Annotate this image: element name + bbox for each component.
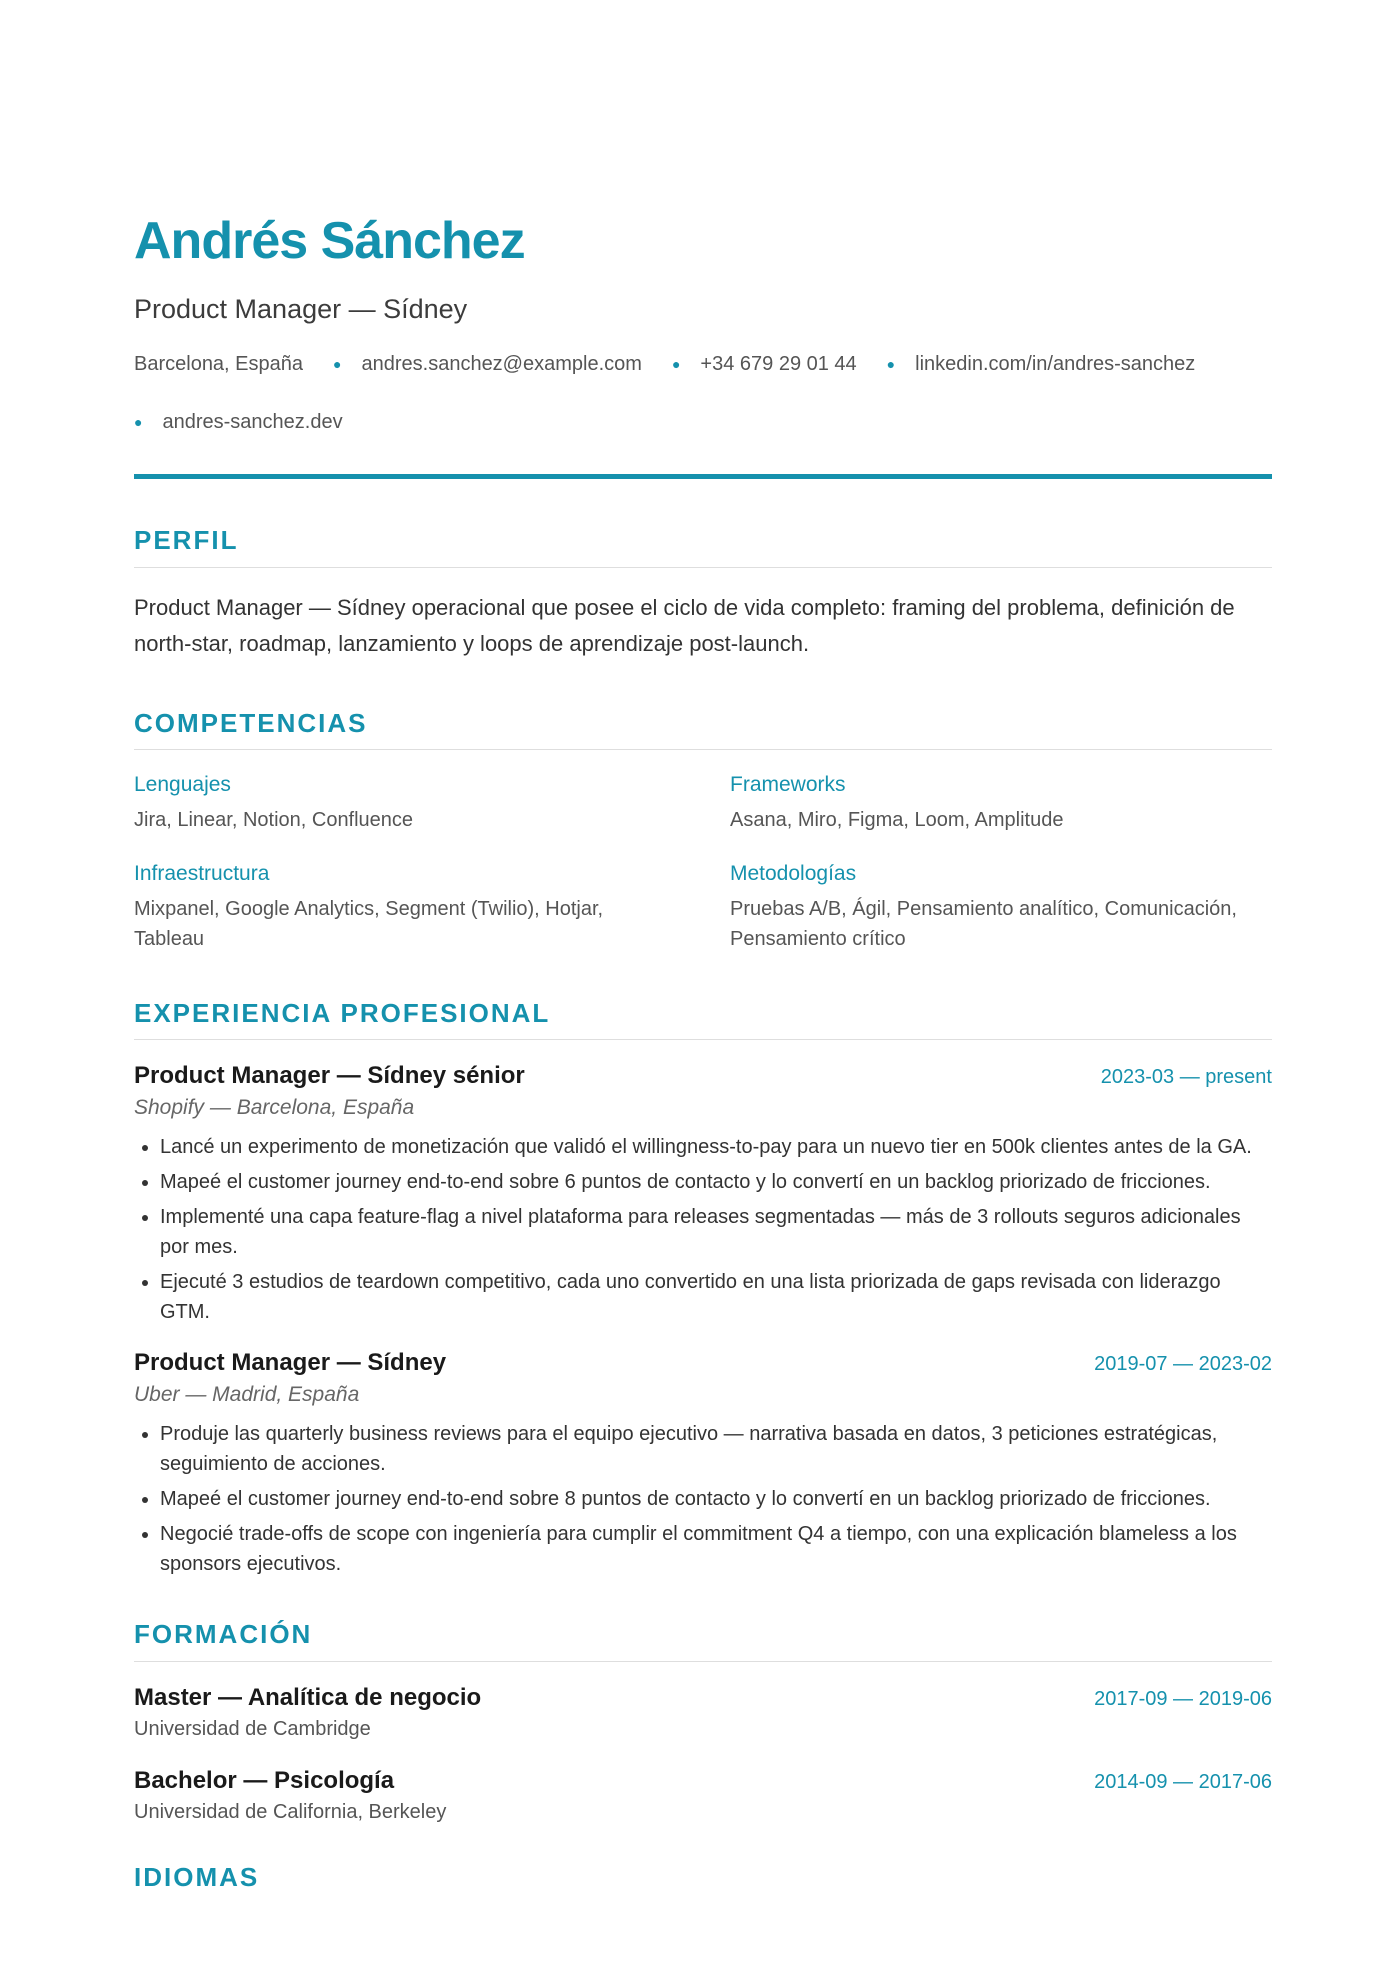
section-title-education: FORMACIÓN xyxy=(134,1619,313,1650)
skill-group xyxy=(134,772,730,835)
job-dates: 2019-07 — 2023-02 xyxy=(1094,1353,1272,1376)
contact-list xyxy=(134,351,1272,467)
skill-items: Mixpanel, Google Analytics, Segment (Twilio), Hotjar, Tableau xyxy=(134,898,604,951)
achievement-item: • Implementé una capa feature-flag a nivel plataforma para releases segmentadas — más de 3 rollouts seguros adicionales por mes. xyxy=(160,1202,1272,1262)
skill-items: Asana, Miro, Figma, Loom, Amplitude xyxy=(730,808,1064,831)
skill-category: Lenguajes xyxy=(134,772,231,796)
education-dates: 2014-09 — 2017-06 xyxy=(1094,1770,1272,1793)
education-institution: Universidad de Cambridge xyxy=(134,1717,371,1740)
contact-phone[interactable] xyxy=(672,351,857,377)
job-entry xyxy=(134,1062,1272,1327)
job-achievements xyxy=(134,1419,1272,1579)
skill-category: Infraestructura xyxy=(134,861,270,885)
skills-grid xyxy=(134,772,1272,954)
candidate-name: Andrés Sánchez xyxy=(134,212,525,270)
contact-linkedin[interactable] xyxy=(887,351,1196,377)
skill-category: Metodologías xyxy=(730,861,857,885)
skill-group xyxy=(730,772,1272,835)
job-achievements xyxy=(134,1132,1272,1327)
achievement-item: • Produje las quarterly business reviews para el equipo ejecutivo — narrativa basada en datos, 3 peticiones estratégicas, seguimiento de acciones. xyxy=(160,1419,1272,1479)
education-dates: 2017-09 — 2019-06 xyxy=(1094,1687,1272,1710)
section-title-skills: COMPETENCIAS xyxy=(134,707,368,738)
education-entry xyxy=(134,1684,1272,1741)
section-divider xyxy=(134,1661,1272,1662)
skills-section xyxy=(134,708,1272,955)
profile-summary: Product Manager — Sídney operacional que posee el ciclo de vida completo: framing del problema, definición de north-star, roadmap, lanzamiento y loops de aprendizaje post-launch. xyxy=(134,594,1235,656)
education-institution: Universidad de California, Berkeley xyxy=(134,1800,447,1823)
job-company: Uber — Madrid, España xyxy=(134,1383,360,1407)
profile-section xyxy=(134,525,1272,661)
contact-email-text[interactable]: andres.sanchez@example.com xyxy=(361,352,642,375)
section-title-languages: IDIOMAS xyxy=(134,1861,260,1892)
job-title: Product Manager — Sídney sénior xyxy=(134,1062,525,1090)
education-entry xyxy=(134,1767,1272,1824)
skill-category: Frameworks xyxy=(730,772,846,796)
achievement-item: • Negocié trade-offs de scope con ingeniería para cumplir el commitment Q4 a tiempo, con una explicación blameless a los sponsors ejecutivos. xyxy=(160,1519,1272,1579)
contact-email[interactable] xyxy=(333,351,642,377)
job-header xyxy=(134,1062,1272,1090)
experience-section xyxy=(134,998,1272,1579)
languages-section xyxy=(134,1862,1272,1893)
job-title: Product Manager — Sídney xyxy=(134,1349,447,1377)
skill-group xyxy=(730,861,1272,954)
skill-items: Jira, Linear, Notion, Confluence xyxy=(134,808,414,831)
education-header xyxy=(134,1767,1272,1795)
education-section xyxy=(134,1619,1272,1823)
section-title-experience: EXPERIENCIA PROFESIONAL xyxy=(134,998,551,1029)
education-header xyxy=(134,1684,1272,1712)
education-degree: Master — Analítica de negocio xyxy=(134,1683,482,1711)
bullet-dot-icon: ● xyxy=(671,356,681,373)
achievement-item: • Ejecuté 3 estudios de teardown competitivo, cada uno convertido en una lista priorizada de gaps revisada con liderazgo GTM. xyxy=(160,1267,1272,1327)
candidate-role: Product Manager — Sídney xyxy=(134,294,468,324)
section-divider xyxy=(134,749,1272,750)
section-divider xyxy=(134,567,1272,568)
resume-content xyxy=(134,212,1272,1893)
education-degree: Bachelor — Psicología xyxy=(134,1766,395,1794)
resume-header xyxy=(134,212,1272,479)
job-header xyxy=(134,1349,1272,1377)
contact-website-text[interactable]: andres-sanchez.dev xyxy=(162,410,343,433)
job-company: Shopify — Barcelona, España xyxy=(134,1096,415,1120)
achievement-item: • Mapeé el customer journey end-to-end sobre 8 puntos de contacto y lo convertí en un backlog priorizado de fricciones. xyxy=(160,1484,1272,1514)
contact-phone-text[interactable]: +34 679 29 01 44 xyxy=(700,352,857,375)
contact-location xyxy=(134,351,303,377)
contact-location-text: Barcelona, España xyxy=(134,352,304,375)
section-title-profile: PERFIL xyxy=(134,525,239,556)
skill-group xyxy=(134,861,730,954)
job-dates: 2023-03 — present xyxy=(1100,1066,1272,1089)
bullet-dot-icon: ● xyxy=(134,414,143,431)
achievement-item: • Mapeé el customer journey end-to-end sobre 6 puntos de contacto y lo convertí en un backlog priorizado de fricciones. xyxy=(160,1167,1272,1197)
job-entry xyxy=(134,1349,1272,1579)
contact-linkedin-text[interactable]: linkedin.com/in/andres-sanchez xyxy=(915,352,1196,375)
section-divider xyxy=(134,1039,1272,1040)
bullet-dot-icon: ● xyxy=(333,356,342,373)
achievement-item: • Lancé un experimento de monetización que validó el willingness-to-pay para un nuevo tier en 500k clientes antes de la GA. xyxy=(160,1132,1272,1162)
header-divider xyxy=(134,474,1272,479)
bullet-dot-icon: ● xyxy=(886,356,896,373)
skill-items: Pruebas A/B, Ágil, Pensamiento analítico, Comunicación, Pensamiento crítico xyxy=(730,898,1237,951)
contact-website[interactable] xyxy=(134,409,343,435)
